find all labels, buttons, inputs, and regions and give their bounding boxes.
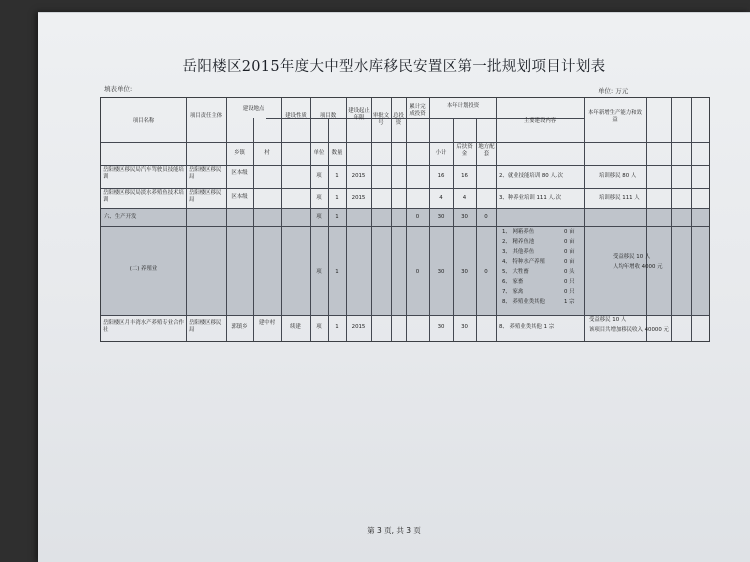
row2-name: 岳阳楼区移民局淡水养殖鱼技术培训 — [103, 190, 184, 203]
section6-later-fund: 30 — [461, 214, 468, 220]
item-label: 7、 家禽 — [502, 289, 524, 295]
row1-owner: 岳阳楼区移民局 — [189, 167, 222, 180]
subsection-benefit-income: 人均年增收 4000 元 — [613, 264, 663, 270]
subsection-total: 0 — [415, 269, 420, 275]
subsection-unit: 项 — [316, 269, 322, 275]
item-label: 5、 大牲畜 — [502, 269, 529, 275]
document-page — [38, 12, 750, 562]
grid-line — [646, 98, 647, 341]
header-total: 总投资 — [393, 113, 404, 126]
section6-name: 六、生产开发 — [104, 214, 137, 220]
row2-location: 区本级 — [231, 194, 248, 200]
item-label: 6、 家畜 — [502, 279, 524, 285]
page-number: 第 3 页, 共 3 页 — [367, 526, 421, 535]
row1-location: 区本级 — [231, 170, 248, 176]
grid-line — [101, 226, 709, 227]
plan-table — [100, 97, 710, 342]
row3-unit: 项 — [316, 324, 322, 330]
item-value: 1 宗 — [564, 299, 575, 305]
header-years: 建设起止年限 — [348, 108, 370, 121]
subsection-qty: 1 — [335, 269, 339, 275]
row1-name: 岳阳楼区移民局汽车驾驶员技能培训 — [103, 167, 184, 180]
row2-qty: 1 — [335, 195, 339, 201]
item-label: 1、 网箱养鱼 — [502, 229, 535, 235]
subsection-subtotal: 30 — [437, 269, 445, 275]
row3-owner: 岳阳楼区移民局 — [189, 320, 222, 333]
section6-total: 0 — [415, 214, 420, 220]
header-nature: 建设性质 — [285, 113, 307, 119]
row3-benefit-income: 该项目共增加移民收入 40000 元 — [589, 327, 669, 333]
grid-line — [101, 188, 709, 189]
grid-line — [281, 98, 282, 341]
row2-content: 3、种养业培训 111 人.次 — [499, 195, 561, 201]
row3-years: 2015 — [351, 324, 366, 330]
grid-line — [691, 98, 692, 341]
subsection-local: 0 — [484, 269, 488, 275]
row3-benefit-beneficiaries: 受益移民 10 人 — [589, 317, 627, 323]
header-village: 村 — [264, 150, 270, 156]
grid-line — [101, 315, 709, 316]
section6-qty: 1 — [335, 214, 339, 220]
grid-line — [391, 98, 392, 341]
item-value: 0 亩 — [564, 229, 575, 235]
row2-later-fund: 4 — [462, 195, 467, 201]
item-value: 0 亩 — [564, 249, 575, 255]
document-title: 岳阳楼区2015年度大中型水库移民安置区第一批规划项目计划表 — [182, 59, 606, 75]
grid-line — [671, 98, 672, 341]
row1-qty: 1 — [335, 173, 339, 179]
item-value: 0 亩 — [564, 239, 575, 245]
header-unit: 单位 — [313, 150, 325, 156]
item-value: 0 头 — [564, 269, 575, 275]
grid-line — [226, 98, 227, 341]
header-project-name: 项目名称 — [132, 118, 155, 124]
row1-later-fund: 16 — [461, 173, 468, 179]
row2-subtotal: 4 — [439, 195, 443, 201]
section6-unit: 项 — [316, 214, 322, 220]
item-label: 4、 特种水产养殖 — [502, 259, 545, 265]
grid-line — [101, 142, 709, 143]
header-count: 项目数 — [319, 113, 337, 119]
header-location: 建设地点 — [242, 106, 265, 112]
header-approval: 审批文号 — [372, 113, 390, 126]
header-benefit: 本年新增生产能力和效益 — [588, 110, 642, 123]
header-plan: 本年计划投资 — [446, 103, 480, 109]
currency-unit-label: 单位: 万元 — [598, 87, 629, 95]
header-later-fund: 后扶资金 — [456, 144, 473, 157]
item-value: 0 只 — [564, 279, 575, 285]
row3-content: 8、 养殖业类其他 1 宗 — [499, 324, 555, 330]
item-label: 8、 养殖业类其他 — [502, 299, 545, 305]
row3-village: 建中村 — [258, 320, 276, 326]
grid-line — [101, 165, 709, 166]
header-completed: 累计完成投资 — [409, 104, 426, 117]
subsection-name: (二) 养殖业 — [129, 266, 158, 272]
item-label: 3、 其他养鱼 — [502, 249, 535, 255]
header-owner: 项目责任主体 — [189, 113, 223, 119]
paper-edge — [38, 12, 750, 13]
grid-line — [101, 208, 709, 209]
row3-subtotal: 30 — [437, 324, 445, 330]
subsection-benefit-beneficiaries: 受益移民 10 人 — [613, 254, 651, 260]
row1-subtotal: 16 — [437, 173, 445, 179]
row1-content: 2、就业技能培训 80 人.次 — [499, 173, 563, 179]
reporting-unit-label: 填表单位: — [104, 85, 133, 93]
grid-line — [346, 98, 347, 341]
row3-qty: 1 — [335, 324, 339, 330]
row2-benefit: 培训移民 111 人 — [599, 195, 640, 201]
section-row-shade — [101, 208, 709, 226]
row2-unit: 项 — [316, 195, 322, 201]
header-local: 地方配套 — [478, 144, 495, 157]
row1-years: 2015 — [351, 173, 366, 179]
row1-benefit: 培训移民 80 人 — [599, 173, 637, 179]
grid-line — [371, 98, 372, 341]
grid-line — [496, 98, 497, 341]
section6-subtotal: 30 — [437, 214, 445, 220]
row2-years: 2015 — [351, 195, 366, 201]
row2-owner: 岳阳楼区移民局 — [189, 190, 222, 203]
item-value: 0 只 — [564, 289, 575, 295]
section6-local: 0 — [484, 214, 488, 220]
header-subtotal: 小计 — [435, 150, 447, 156]
row3-name: 岳阳楼区月丰湾水产养殖专业合作社 — [103, 320, 184, 333]
grid-line — [584, 98, 585, 341]
item-label: 2、 精养鱼池 — [502, 239, 535, 245]
header-qty: 数量 — [331, 150, 343, 156]
subsection-later-fund: 30 — [461, 269, 468, 275]
row1-unit: 项 — [316, 173, 322, 179]
item-value: 0 亩 — [564, 259, 575, 265]
header-content: 主要建设内容 — [523, 118, 557, 124]
grid-line — [186, 98, 187, 341]
row3-later-fund: 30 — [461, 324, 468, 330]
row3-nature: 续建 — [290, 324, 301, 330]
header-township: 乡镇 — [234, 150, 245, 156]
row3-township: 郭镇乡 — [231, 324, 248, 330]
